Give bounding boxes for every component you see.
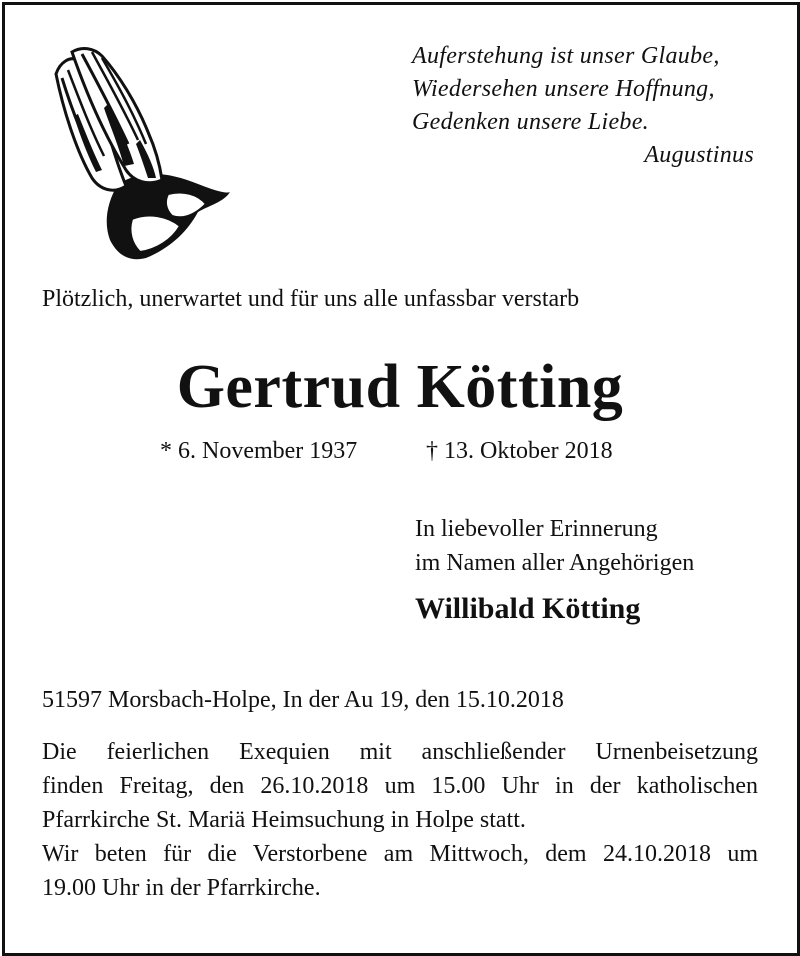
quote-line: Gedenken unsere Liebe.: [412, 109, 649, 135]
notice-line: Pfarrkirche St. Mariä Heimsuchung in Holpe statt.: [42, 807, 526, 833]
praying-hands-icon: [48, 44, 232, 262]
epitaph-quote: [412, 40, 762, 172]
memorial-text: [415, 512, 694, 580]
notice-line: Die feierlichen Exequien mit anschließender Urnenbeisetzung: [42, 739, 758, 765]
quote-line: Wiedersehen unsere Hoffnung,: [412, 76, 715, 102]
address-line: 51597 Morsbach-Holpe, In der Au 19, den 15.10.2018: [42, 687, 564, 713]
quote-author: Augustinus: [644, 142, 754, 168]
notice-line: finden Freitag, den 26.10.2018 um 15.00 Uhr in der katholischen: [42, 773, 758, 799]
death-date: † 13. Oktober 2018: [426, 438, 613, 464]
signer-name: Willibald Kötting: [415, 592, 641, 625]
deceased-name: Gertrud Kötting: [176, 353, 624, 421]
birth-date: * 6. November 1937: [160, 438, 358, 464]
notice-line: Wir beten für die Verstorbene am Mittwoch, dem 24.10.2018 um: [42, 841, 758, 867]
notice-line: 19.00 Uhr in der Pfarrkirche.: [42, 875, 321, 901]
memorial-line: im Namen aller Angehörigen: [415, 550, 695, 576]
quote-line: Auferstehung ist unser Glaube,: [412, 43, 720, 69]
intro-text: Plötzlich, unerwartet und für uns alle unfassbar verstarb: [42, 286, 580, 312]
funeral-notice: [42, 735, 758, 905]
memorial-line: In liebevoller Erinnerung: [415, 516, 658, 542]
